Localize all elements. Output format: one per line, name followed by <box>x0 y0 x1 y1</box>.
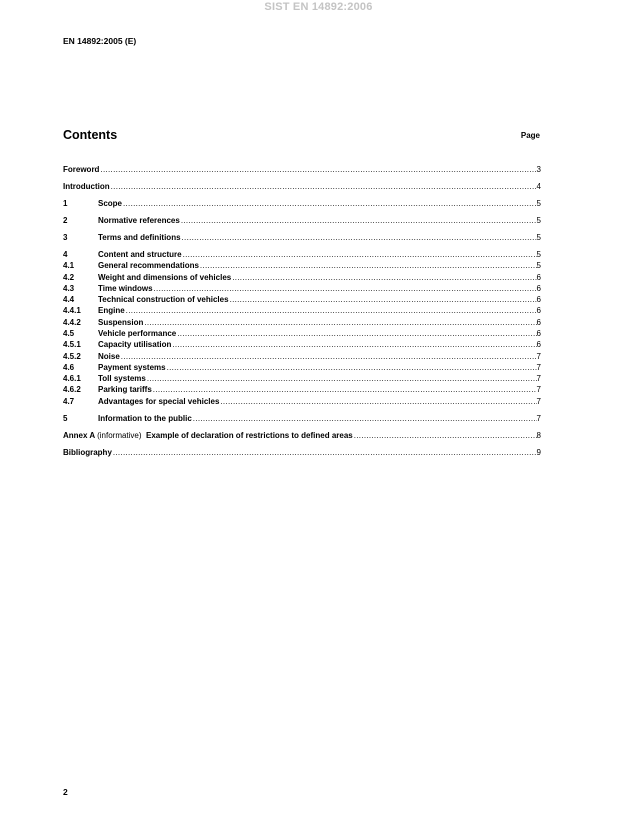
toc-entry-title: Weight and dimensions of vehicles <box>98 272 232 282</box>
toc-entry-number: 4.6.1 <box>63 374 81 384</box>
toc-entry-title: Parking tariffs <box>98 385 152 395</box>
toc-entry-title: Toll systems <box>98 374 146 384</box>
dot-leader <box>110 181 537 192</box>
toc-entry-number: 4.7 <box>63 396 75 406</box>
toc-entry-number: 4.1 <box>63 261 75 271</box>
toc-entry[interactable] <box>63 396 541 407</box>
toc-entry-number: 1 <box>63 198 68 208</box>
dot-leader <box>231 272 536 283</box>
toc-entry-title: Terms and definitions <box>98 232 181 242</box>
toc-entry-title: Time windows <box>98 283 153 293</box>
toc-entry-number: 4.5 <box>63 329 75 338</box>
dot-leader <box>229 294 537 305</box>
page-column-heading: Page <box>520 131 540 140</box>
toc-entry-page: 7 <box>536 413 541 423</box>
dot-leader <box>112 447 537 458</box>
dot-leader <box>219 396 536 407</box>
annex-label: Annex A <box>63 430 95 440</box>
annex-qualifier: (informative) <box>97 430 142 440</box>
toc-entry[interactable] <box>63 362 541 373</box>
dot-leader <box>176 328 536 339</box>
toc-entry-page: 6 <box>536 272 541 282</box>
toc-entry[interactable] <box>63 305 541 316</box>
toc-entry[interactable] <box>63 232 541 243</box>
toc-entry-number: 4.6 <box>63 362 75 372</box>
toc-entry-number: 4.4.2 <box>63 317 81 327</box>
document-code: EN 14892:2005 (E) <box>63 36 137 46</box>
toc-entry-title: Normative references <box>98 215 180 225</box>
toc-entry-title: Suspension <box>98 317 144 327</box>
toc-entry-title: Payment systems <box>98 362 166 372</box>
toc-entry-title: Information to the public <box>98 413 192 423</box>
toc-entry[interactable] <box>63 317 541 328</box>
toc-entry-number: 4.6.2 <box>63 385 81 395</box>
toc-entry[interactable] <box>63 215 541 226</box>
toc-entry-title: Introduction <box>63 181 110 191</box>
toc-entry[interactable] <box>63 198 541 209</box>
annex-title: Example of declaration of restrictions to defined areas <box>146 430 353 440</box>
toc-entry-number: 4 <box>63 249 68 259</box>
toc-entry-page: 5 <box>536 249 541 259</box>
dot-leader <box>199 260 537 271</box>
toc-entry-page: 7 <box>536 385 541 395</box>
dot-leader <box>171 339 536 350</box>
toc-entry-page: 4 <box>536 181 541 191</box>
toc-entry[interactable] <box>63 181 541 192</box>
toc-entry-page: 6 <box>536 340 541 350</box>
toc-entry-page: 7 <box>536 396 541 406</box>
toc-entry-page: 6 <box>536 283 541 293</box>
toc-entry-page: 7 <box>536 362 541 372</box>
dot-leader <box>353 430 537 441</box>
toc-entry-page: 6 <box>536 306 541 316</box>
dot-leader <box>181 232 537 243</box>
toc-entry-title <box>63 430 353 441</box>
dot-leader <box>120 351 537 362</box>
toc-entry-annex-a[interactable] <box>63 430 541 441</box>
page-number: 2 <box>63 787 68 797</box>
toc-entry[interactable] <box>63 260 541 271</box>
toc-entry-title: Scope <box>98 198 123 208</box>
dot-leader <box>99 164 536 175</box>
toc-entry-page: 3 <box>536 165 541 174</box>
toc-entry-page: 8 <box>536 430 541 440</box>
toc-entry-page: 5 <box>536 198 541 208</box>
contents-title: Contents <box>63 128 118 142</box>
toc-entry[interactable] <box>63 164 541 175</box>
dot-leader <box>166 362 537 373</box>
toc-entry-number: 3 <box>63 232 68 242</box>
dot-leader <box>122 198 537 209</box>
toc-entry-title: Foreword <box>63 165 100 174</box>
toc-entry-number: 4.4 <box>63 295 75 305</box>
toc-entry[interactable] <box>63 413 541 424</box>
toc-entry-page: 7 <box>536 351 541 361</box>
toc-entry-title: Advantages for special vehicles <box>98 396 220 406</box>
toc-entry-title: Bibliography <box>63 447 112 457</box>
toc-entry-bibliography[interactable] <box>63 447 541 458</box>
toc-entry-number: 4.2 <box>63 272 75 282</box>
toc-entry[interactable] <box>63 339 541 350</box>
dot-leader <box>125 305 537 316</box>
toc-entry-page: 6 <box>536 295 541 305</box>
dot-leader <box>153 283 537 294</box>
toc-entry-title: Engine <box>98 306 125 316</box>
toc-entry[interactable] <box>63 384 541 395</box>
toc-entry-number: 5 <box>63 413 68 423</box>
dot-leader <box>180 215 537 226</box>
dot-leader <box>146 373 537 384</box>
dot-leader <box>143 317 536 328</box>
toc-entry[interactable] <box>63 373 541 384</box>
toc-entry-page: 9 <box>536 447 541 457</box>
toc-entry[interactable] <box>63 294 541 305</box>
toc-entry-number: 4.5.2 <box>63 351 81 361</box>
toc-entry-page: 5 <box>536 215 541 225</box>
toc-entry-title: Capacity utilisation <box>98 340 172 350</box>
toc-entry[interactable] <box>63 283 541 294</box>
dot-leader <box>152 384 537 395</box>
toc-entry-number: 4.3 <box>63 283 75 293</box>
toc-entry-title: Noise <box>98 351 120 361</box>
toc-entry[interactable] <box>63 249 541 260</box>
toc-entry[interactable] <box>63 351 541 362</box>
toc-entry-page: 7 <box>536 374 541 384</box>
watermark: SIST EN 14892:2006 <box>264 1 373 13</box>
toc-entry-page: 6 <box>536 317 541 327</box>
dot-leader <box>192 413 537 424</box>
toc-entry[interactable] <box>63 328 541 339</box>
toc-entry-title: Content and structure <box>98 249 182 259</box>
toc-entry-title: General recommendations <box>98 261 199 271</box>
toc-entry-page: 5 <box>536 261 541 271</box>
toc-entry-title: Technical construction of vehicles <box>98 295 229 305</box>
toc-entry-page: 6 <box>536 329 541 338</box>
toc-entry-number: 4.5.1 <box>63 340 81 350</box>
toc-entry-number: 4.4.1 <box>63 306 81 316</box>
toc-entry-page: 5 <box>536 232 541 242</box>
table-of-contents <box>63 164 541 458</box>
dot-leader <box>182 249 537 260</box>
toc-entry-title: Vehicle performance <box>98 329 177 338</box>
toc-entry[interactable] <box>63 272 541 283</box>
toc-entry-number: 2 <box>63 215 68 225</box>
